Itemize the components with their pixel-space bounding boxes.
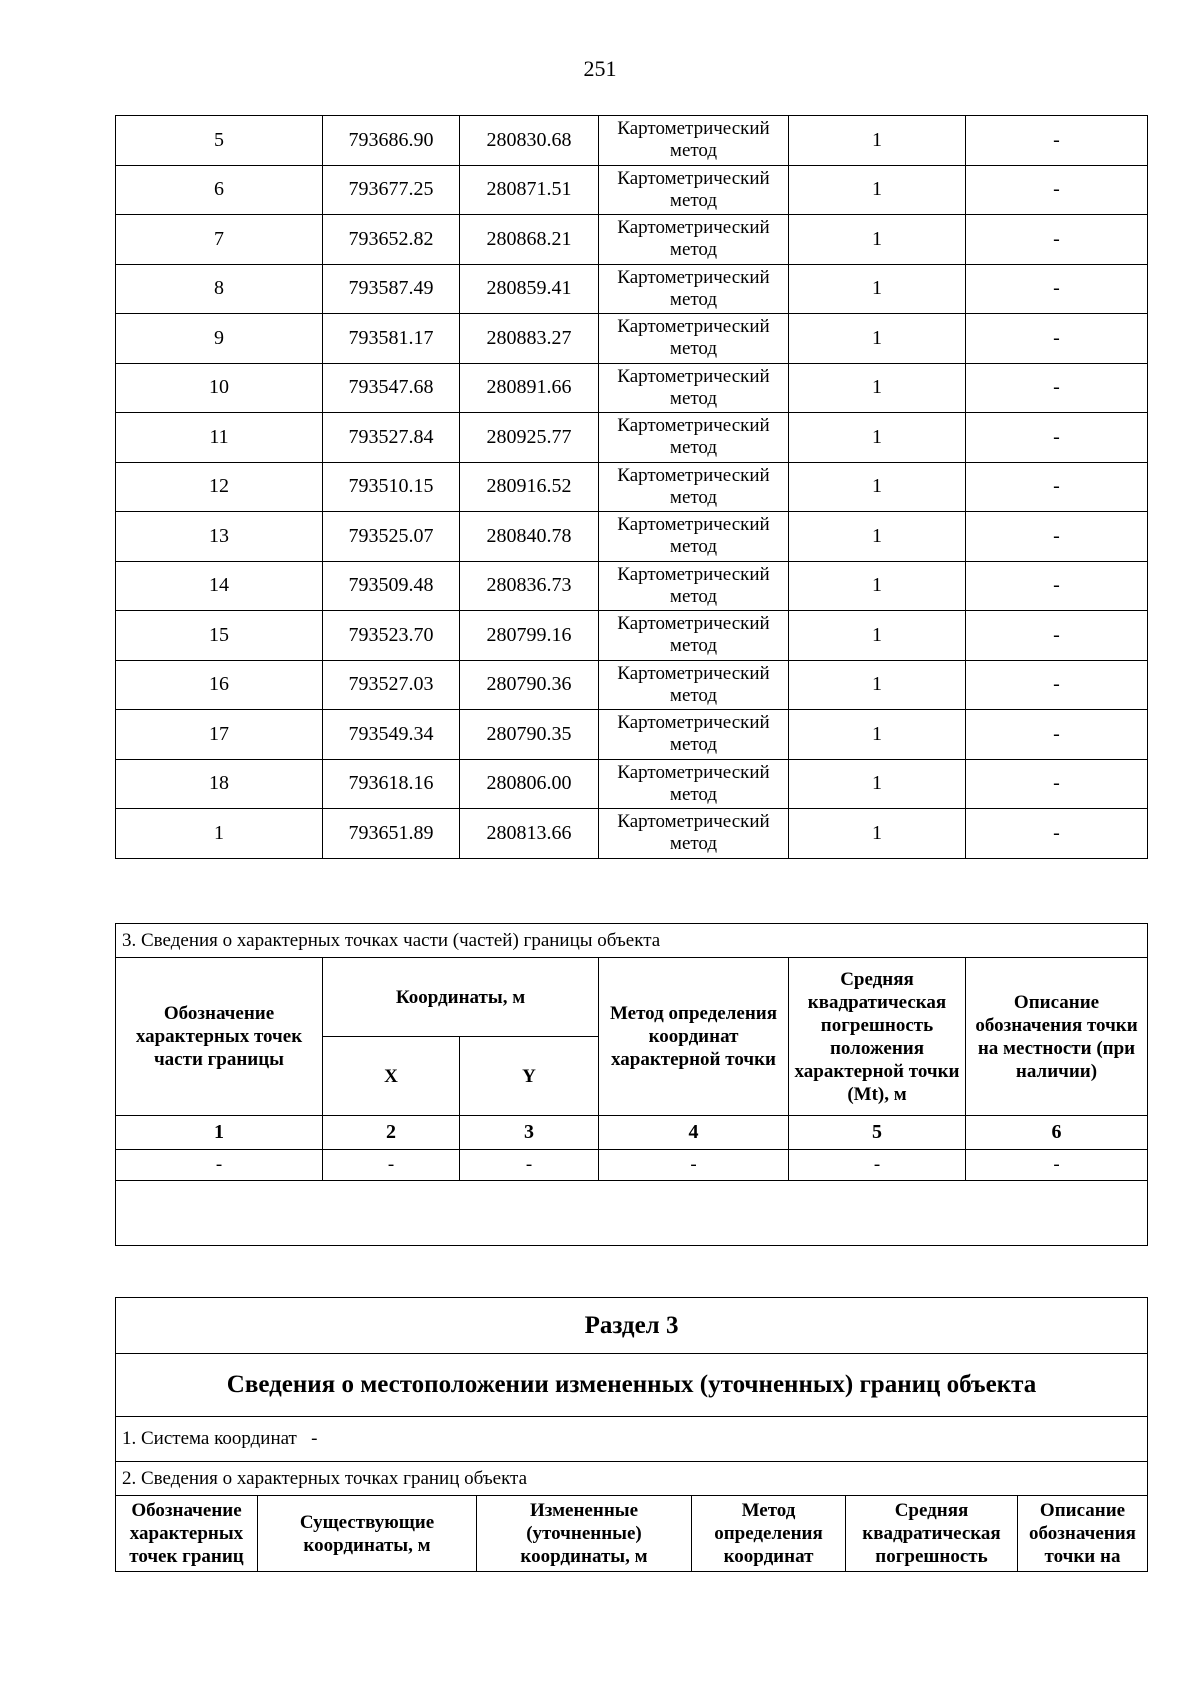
x-coordinate-cell: 793677.25 [323,165,460,215]
method-cell: Картометрический метод [599,611,789,661]
method-cell: Картометрический метод [599,512,789,562]
error-cell: 1 [789,264,966,314]
header-x: X [323,1037,460,1116]
method-cell: Картометрический метод [599,759,789,809]
error-cell: 1 [789,512,966,562]
header-coordinates: Координаты, м [323,958,599,1037]
y-coordinate-cell: 280799.16 [460,611,599,661]
error-cell: 1 [789,165,966,215]
y-coordinate-cell: 280859.41 [460,264,599,314]
table-row [116,116,1148,166]
table-row [116,759,1148,809]
x-coordinate-cell: 793510.15 [323,462,460,512]
point-number-cell: 8 [116,264,323,314]
description-cell: - [966,512,1148,562]
y-coordinate-cell: 280883.27 [460,314,599,364]
table-row [116,710,1148,760]
description-cell: - [966,710,1148,760]
s3-header-changed: Измененные (уточненные) координаты, м [477,1496,692,1572]
y-coordinate-cell: 280813.66 [460,809,599,859]
method-cell: Картометрический метод [599,215,789,265]
description-cell: - [966,215,1148,265]
point-number-cell: 5 [116,116,323,166]
table-row [116,413,1148,463]
empty-cell [116,1181,1148,1246]
description-cell: - [966,264,1148,314]
error-cell: 1 [789,413,966,463]
point-number-cell: 1 [116,809,323,859]
method-cell: Картометрический метод [599,660,789,710]
y-coordinate-cell: 280916.52 [460,462,599,512]
error-cell: 1 [789,116,966,166]
point-number-cell: 15 [116,611,323,661]
y-coordinate-cell: 280830.68 [460,116,599,166]
column-numbers-row [116,1116,1148,1150]
y-coordinate-cell: 280871.51 [460,165,599,215]
y-coordinate-cell: 280806.00 [460,759,599,809]
method-cell: Картометрический метод [599,413,789,463]
header-designation: Обозначение характерных точек части границы [116,958,323,1116]
dash-cell: - [460,1150,599,1181]
description-cell: - [966,660,1148,710]
x-coordinate-cell: 793686.90 [323,116,460,166]
point-number-cell: 12 [116,462,323,512]
y-coordinate-cell: 280891.66 [460,363,599,413]
point-number-cell: 6 [116,165,323,215]
error-cell: 1 [789,215,966,265]
table-row [116,363,1148,413]
column-number: 3 [460,1116,599,1150]
column-number: 4 [599,1116,789,1150]
y-coordinate-cell: 280836.73 [460,561,599,611]
x-coordinate-cell: 793581.17 [323,314,460,364]
table-row [116,561,1148,611]
method-cell: Картометрический метод [599,314,789,364]
method-cell: Картометрический метод [599,809,789,859]
points-caption: 2. Сведения о характерных точках границ объекта [116,1462,1148,1496]
error-cell: 1 [789,363,966,413]
y-coordinate-cell: 280868.21 [460,215,599,265]
table-row [116,314,1148,364]
point-number-cell: 17 [116,710,323,760]
section3-title: Раздел 3 [116,1298,1148,1354]
y-coordinate-cell: 280790.36 [460,660,599,710]
x-coordinate-cell: 793527.84 [323,413,460,463]
section3-table [115,1297,1148,1572]
description-cell: - [966,314,1148,364]
page-number: 251 [583,56,617,81]
table-row [116,165,1148,215]
dash-cell: - [789,1150,966,1181]
dash-row [116,1150,1148,1181]
description-cell: - [966,561,1148,611]
table-row [116,462,1148,512]
y-coordinate-cell: 280790.35 [460,710,599,760]
y-coordinate-cell: 280840.78 [460,512,599,562]
error-cell: 1 [789,561,966,611]
error-cell: 1 [789,759,966,809]
method-cell: Картометрический метод [599,561,789,611]
header-description: Описание обозначения точки на местности (при наличии) [966,958,1148,1116]
description-cell: - [966,165,1148,215]
coordinates-table [115,115,1148,859]
x-coordinate-cell: 793547.68 [323,363,460,413]
coordinates-table-body [116,116,1148,859]
method-cell: Картометрический метод [599,462,789,512]
point-number-cell: 18 [116,759,323,809]
error-cell: 1 [789,660,966,710]
description-cell: - [966,462,1148,512]
header-error: Средняя квадратическая погрешность положения характерной точки (Mt), м [789,958,966,1116]
description-cell: - [966,611,1148,661]
header-method: Метод определения координат характерной точки [599,958,789,1116]
x-coordinate-cell: 793509.48 [323,561,460,611]
section3-subtitle: Сведения о местоположении измененных (уточненных) границ объекта [116,1354,1148,1417]
table-row [116,611,1148,661]
dash-cell: - [116,1150,323,1181]
x-coordinate-cell: 793527.03 [323,660,460,710]
method-cell: Картометрический метод [599,264,789,314]
point-number-cell: 10 [116,363,323,413]
dash-cell: - [966,1150,1148,1181]
error-cell: 1 [789,611,966,661]
x-coordinate-cell: 793618.16 [323,759,460,809]
point-number-cell: 9 [116,314,323,364]
table-row [116,215,1148,265]
column-number: 5 [789,1116,966,1150]
x-coordinate-cell: 793523.70 [323,611,460,661]
error-cell: 1 [789,809,966,859]
x-coordinate-cell: 793525.07 [323,512,460,562]
table-row [116,512,1148,562]
s3-header-existing: Существующие координаты, м [258,1496,477,1572]
s3-header-description: Описание обозначения точки на [1018,1496,1148,1572]
dash-cell: - [599,1150,789,1181]
s3-header-error: Средняя квадратическая погрешность [846,1496,1018,1572]
method-cell: Картометрический метод [599,165,789,215]
empty-row [116,1181,1148,1246]
column-number: 6 [966,1116,1148,1150]
header-y: Y [460,1037,599,1116]
method-cell: Картометрический метод [599,363,789,413]
y-coordinate-cell: 280925.77 [460,413,599,463]
point-number-cell: 7 [116,215,323,265]
parts-section-caption: 3. Сведения о характерных точках части (частей) границы объекта [116,924,1148,958]
x-coordinate-cell: 793651.89 [323,809,460,859]
description-cell: - [966,363,1148,413]
dash-cell: - [323,1150,460,1181]
table-row [116,809,1148,859]
point-number-cell: 11 [116,413,323,463]
parts-section-table [115,923,1148,1246]
description-cell: - [966,413,1148,463]
x-coordinate-cell: 793652.82 [323,215,460,265]
error-cell: 1 [789,462,966,512]
method-cell: Картометрический метод [599,710,789,760]
column-number: 2 [323,1116,460,1150]
point-number-cell: 13 [116,512,323,562]
description-cell: - [966,759,1148,809]
table-row [116,660,1148,710]
s3-header-method: Метод определения координат [692,1496,846,1572]
error-cell: 1 [789,314,966,364]
error-cell: 1 [789,710,966,760]
description-cell: - [966,116,1148,166]
table-row [116,264,1148,314]
x-coordinate-cell: 793549.34 [323,710,460,760]
description-cell: - [966,809,1148,859]
x-coordinate-cell: 793587.49 [323,264,460,314]
coord-system-line: 1. Система координат - [116,1417,1148,1462]
point-number-cell: 16 [116,660,323,710]
column-number: 1 [116,1116,323,1150]
s3-header-designation: Обозначение характерных точек границ [116,1496,258,1572]
method-cell: Картометрический метод [599,116,789,166]
point-number-cell: 14 [116,561,323,611]
